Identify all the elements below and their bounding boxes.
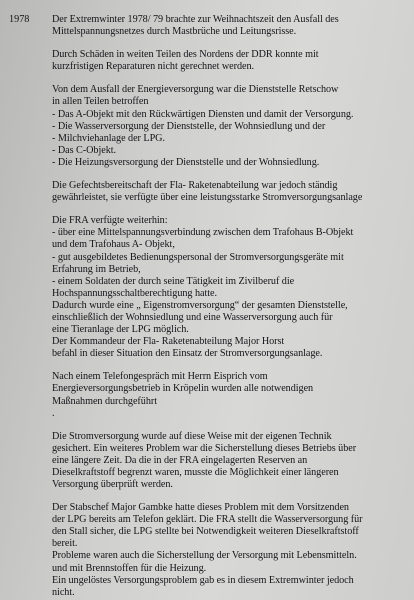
document-body [52,14,402,600]
paragraph-5 [52,215,402,360]
paragraph-3 [52,84,402,169]
text-line: Mittelspannungsnetzes durch Mastbrüche und Leitungsrisse. [52,26,297,38]
text-line: gesichert. Ein weiteres Problem war die Sicherstellung dieses Betriebs über [52,442,357,454]
text-line: Von dem Ausfall der Energieversorgung war die Dienststelle Retschow [52,84,339,96]
text-line: Nach einem Telefongespräch mit Herrn Eisprich vom [52,371,268,383]
text-line: gewährleistet, sie verfügte über eine leistungsstarke Stromversorgungsanlage [52,192,363,204]
paragraph-6 [52,371,402,419]
bullet-line: Hochspannungsschaltberechtigung hatte. [52,287,218,299]
bullet-line: - einem Soldaten der durch seine Tätigkeit im Zivilberuf die [52,275,295,287]
text-line: Die Stromversorgung wurde auf diese Weise mit der eigenen Technik [52,430,332,442]
text-line: Dieselkraftstoff begrenzt waren, musste die Möglichkeit einer längeren [52,466,339,478]
text-line: Der Kommandeur der Fla- Raketenabteilung Major Horst [52,336,285,348]
bullet-line: - gut ausgebildetes Bedienungspersonal der Stromversorgungsgeräte mit [52,251,344,263]
bullet-line: - Die Heizungsversorgung der Dienststelle und der Wohnsiedlung. [52,156,320,168]
paragraph-8 [52,502,402,599]
text-line: Dadurch wurde eine „ Eigenstromversorgung“ der gesamten Dienststelle, [52,299,348,311]
text-line: den Stall sicher, die LPG stellte bei Notwendigkeit weiteren Dieselkraftstoff [52,526,359,538]
bullet-line: - über eine Mittelspannungsverbindung zwischen dem Trafohaus B-Objekt [52,227,354,239]
text-line: bereit. [52,538,78,550]
text-line: Durch Schäden in weiten Teilen des Nordens der DDR konnte mit [52,49,319,61]
text-line: in allen Teilen betroffen [52,96,149,108]
year-label: 1978 [9,14,30,25]
text-line: nicht. [52,586,75,598]
bullet-line: - Das C-Objekt. [52,144,117,156]
text-line: Der Stabschef Major Gambke hatte dieses Problem mit dem Vorsitzenden [52,502,349,514]
bullet-line: Erfahrung im Betrieb, [52,263,141,275]
text-line: eine längere Zeit. Da die in der FRA eingelagerten Reserven an [52,454,308,466]
text-line: befahl in dieser Situation den Einsatz der Stromversorgungsanlage. [52,348,323,360]
text-line: Der Extremwinter 1978/ 79 brachte zur Weihnachtszeit den Ausfall des [52,14,339,25]
paragraph-1 [52,14,402,38]
bullet-line: - Das A-Objekt mit den Rückwärtigen Diensten und damit der Versorgung. [52,108,354,120]
text-line: Die Gefechtsbereitschaft der Fla- Raketenabteilung war jedoch ständig [52,180,338,192]
text-line: kurzfristigen Reparaturen nicht gerechnet werden. [52,61,255,73]
bullet-line: und dem Trafohaus A- Objekt, [52,239,175,251]
bullet-line: - Die Wasserversorgung der Dienststelle, der Wohnsiedlung und der [52,120,326,132]
text-line: Ein ungelöstes Versorgungsproblem gab es in diesem Extremwinter jedoch [52,574,354,586]
text-line: Die FRA verfügte weiterhin: [52,215,168,227]
paragraph-7 [52,431,402,491]
text-line: einschließlich der Wohnsiedlung und eine Wasserversorgung auch für [52,311,333,323]
bullet-line: - Milchviehanlage der LPG. [52,132,165,144]
text-line: und mit Brennstoffen für die Heizung. [52,562,207,574]
text-line: Versorgung überprüft werden. [52,479,173,490]
text-line: Maßnahmen durchgeführt [52,395,157,407]
text-line: der LPG bereits am Telefon geklärt. Die FRA stellt die Wasserversorgung für [52,514,363,526]
paragraph-4 [52,180,402,204]
text-line: Probleme waren auch die Sicherstellung der Versorgung mit Lebensmitteln. [52,550,357,562]
text-line: . [52,407,55,419]
paragraph-2 [52,49,402,73]
text-line: eine Tieranlage der LPG möglich. [52,324,189,336]
text-line: Energieversorgungsbetrieb in Kröpelin wurden alle notwendigen [52,383,314,395]
